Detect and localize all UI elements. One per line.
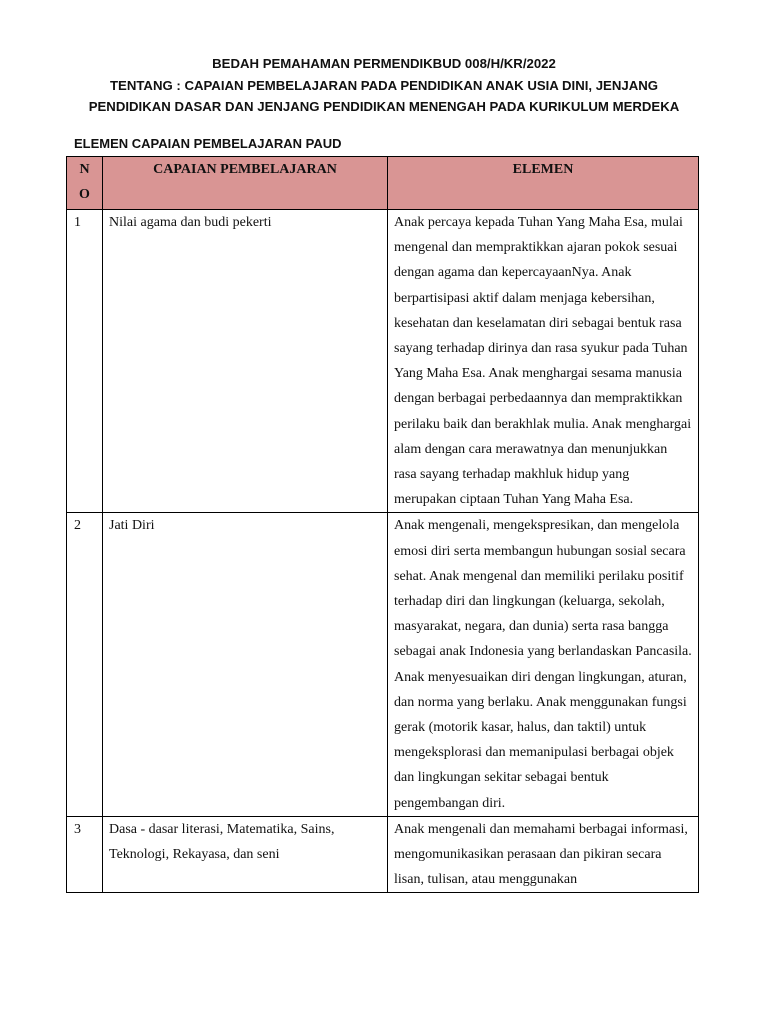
row-number: 2 [67, 513, 103, 816]
row-capaian: Jati Diri [103, 513, 388, 816]
table-row [67, 210, 699, 513]
header-no-line-1: N [79, 162, 90, 177]
section-heading: ELEMEN CAPAIAN PEMBELAJARAN PAUD [74, 136, 342, 151]
table-row [67, 513, 699, 816]
header-no-line-2: O [79, 187, 90, 203]
table-row [67, 816, 699, 893]
row-elemen: Anak percaya kepada Tuhan Yang Maha Esa, mulai mengenal dan mempraktikkan ajaran pokok sesuai dengan agama dan kepercayaanNya. Anak berpartisipasi aktif dalam menjaga kebersihan, kesehatan dan keselamatan diri sebagai bentuk rasa sayang terhadap dirinya dan rasa syukur pada Tuhan Yang Maha Esa. Anak menghargai sesama manusia dengan berbagai perbedaannya dan mempraktikkan perilaku baik dan berakhlak mulia. Anak menghargai alam dengan cara merawatnya dan menunjukkan rasa sayang terhadap makhluk hidup yang merupakan ciptaan Tuhan Yang Maha Esa. [388, 210, 699, 513]
title-line-1: BEDAH PEMAHAMAN PERMENDIKBUD 008/H/KR/2022 [212, 56, 556, 71]
header-capaian: CAPAIAN PEMBELAJARAN [103, 157, 388, 210]
row-elemen: Anak mengenali, mengekspresikan, dan mengelola emosi diri serta membangun hubungan sosial secara sehat. Anak mengenal dan memiliki perilaku positif terhadap diri dan lingkungan (keluarga, sekolah, masyarakat, negara, dan dunia) serta rasa bangga sebagai anak Indonesia yang berlandaskan Pancasila. Anak menyesuaikan diri dengan lingkungan, aturan, dan norma yang berlaku. Anak menggunakan fungsi gerak (motorik kasar, halus, dan taktil) untuk mengeksplorasi dan memanipulasi berbagai objek dan lingkungan sekitar sebagai bentuk pengembangan diri. [388, 513, 699, 816]
row-capaian: Nilai agama dan budi pekerti [103, 210, 388, 513]
title-line-3: PENDIDIKAN DASAR DAN JENJANG PENDIDIKAN MENENGAH PADA KURIKULUM MERDEKA [88, 99, 680, 114]
row-number: 3 [67, 816, 103, 893]
row-capaian: Dasa - dasar literasi, Matematika, Sains, Teknologi, Rekayasa, dan seni [103, 816, 388, 893]
table-header-row [67, 157, 699, 210]
capaian-table [66, 156, 699, 893]
row-elemen: Anak mengenali dan memahami berbagai informasi, mengomunikasikan perasaan dan pikiran secara lisan, tulisan, atau menggunakan [388, 816, 699, 893]
header-elemen: ELEMEN [388, 157, 699, 210]
row-number: 1 [67, 210, 103, 513]
document-title [40, 53, 728, 118]
title-line-2: TENTANG : CAPAIAN PEMBELAJARAN PADA PENDIDIKAN ANAK USIA DINI, JENJANG [109, 77, 659, 93]
header-no [67, 157, 103, 210]
